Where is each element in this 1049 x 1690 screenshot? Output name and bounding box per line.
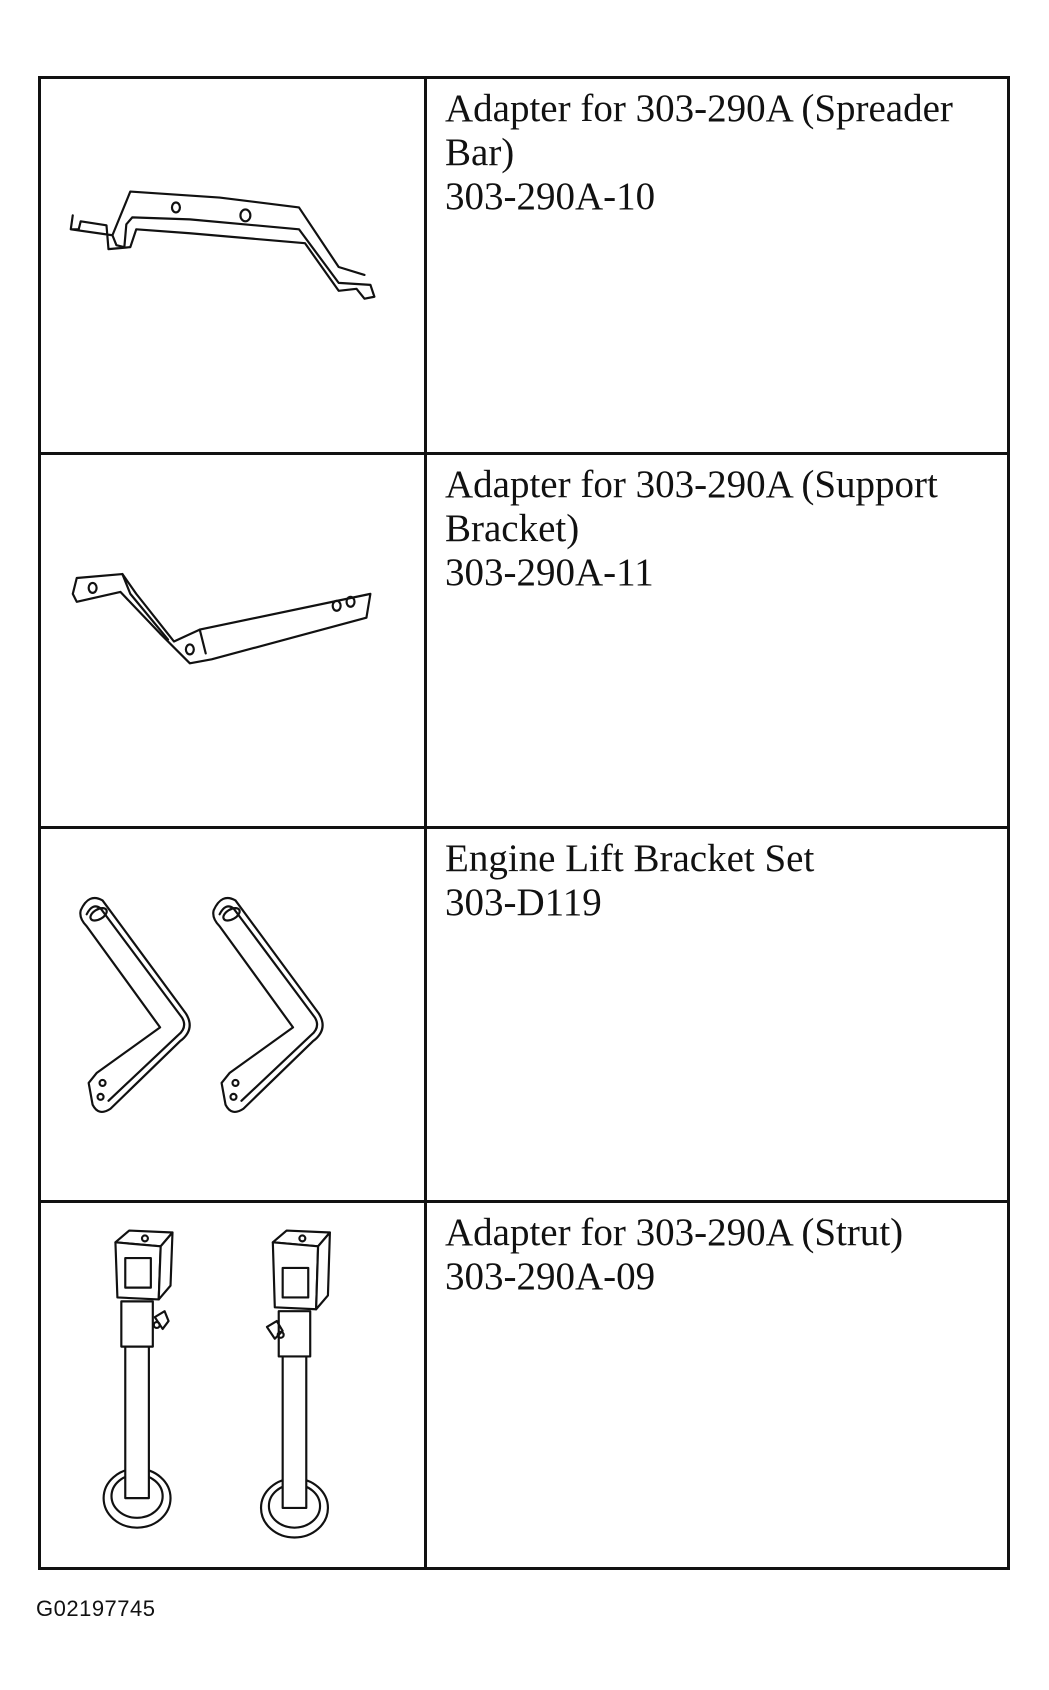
support-bracket-illustration <box>41 452 427 826</box>
support-bracket-text <box>427 452 1007 826</box>
tool-name: Adapter for 303-290A (Support Bracket) <box>445 463 938 550</box>
spreader-bar-icon <box>41 79 424 452</box>
strut-adapter-illustration <box>41 1200 427 1567</box>
part-number: 303-290A-11 <box>445 551 654 594</box>
part-number: 303-290A-10 <box>445 175 656 218</box>
tool-name: Engine Lift Bracket Set <box>445 837 815 880</box>
strut-adapter-text <box>427 1200 1007 1567</box>
part-number: 303-290A-09 <box>445 1255 656 1298</box>
part-number: 303-D119 <box>445 881 602 924</box>
engine-lift-bracket-illustration <box>41 826 427 1200</box>
engine-lift-bracket-icon <box>41 829 424 1200</box>
spreader-bar-illustration <box>41 79 427 452</box>
tool-name: Adapter for 303-290A (Spreader Bar) <box>445 87 953 174</box>
special-tools-table <box>38 76 1010 1570</box>
tool-name: Adapter for 303-290A (Strut) <box>445 1211 904 1254</box>
strut-adapter-icon <box>41 1203 424 1567</box>
engine-lift-bracket-text <box>427 826 1007 1200</box>
spreader-bar-text <box>427 79 1007 452</box>
figure-id: G02197745 <box>36 1596 156 1621</box>
support-bracket-icon <box>41 455 424 826</box>
